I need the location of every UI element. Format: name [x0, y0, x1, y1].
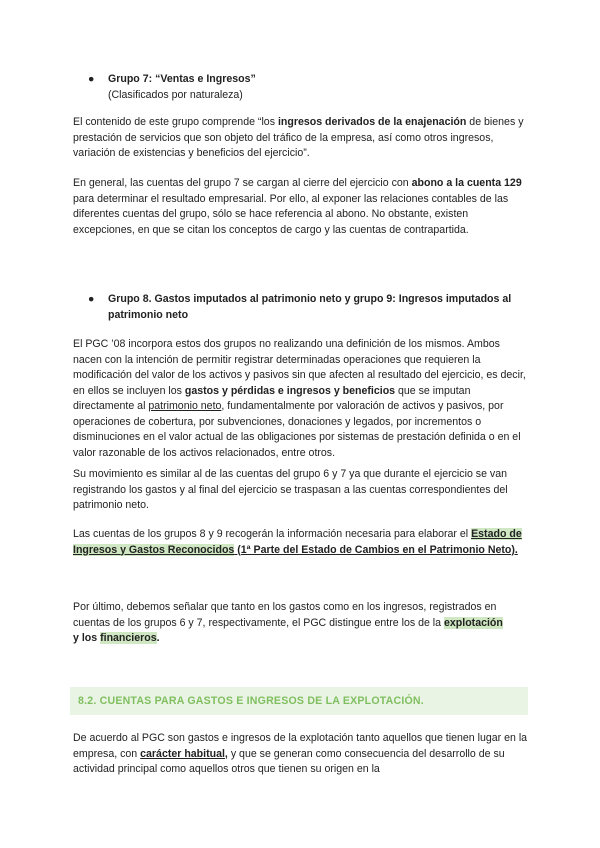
bullet-icon: ●: [88, 293, 95, 305]
grupo7-bullet-item: [88, 72, 528, 103]
paragraph-movimiento: Su movimiento es similar al de las cuentas del grupo 6 y 7 ya que durante el ejercicio se van registrando los gastos y al final del ejercicio se traspasan a las cuentas correspondientes del patrimonio neto.: [73, 468, 508, 511]
grupo8-bullet-item: [88, 292, 528, 323]
grupo7-title: Grupo 7: “Ventas e Ingresos”: [108, 73, 256, 85]
section-header: [70, 687, 528, 715]
paragraph-grupo7-cargo: En general, las cuentas del grupo 7 se cargan al cierre del ejercicio con abono a la cuenta 129 para determinar el resultado empresarial. Por ello, al exponer las relaciones contables de las diferentes cuentas del grupo, sólo se hace referencia al abono. No obstante, existen excepciones, en que se citan los conceptos de cargo y las cuentas de contrapartida.: [73, 177, 522, 236]
bullet-icon: ●: [88, 73, 95, 85]
paragraph-por-ultimo: Por último, debemos señalar que tanto en los gastos como en los ingresos, registrados en cuentas de los grupos 6 y 7, respectivamente, el PGC distingue entre los de la explotación y los financieros.: [73, 601, 503, 644]
section-title: 8.2. CUENTAS PARA GASTOS E INGRESOS DE LA EXPLOTACIÓN.: [78, 695, 424, 707]
grupo8-title: Grupo 8. Gastos imputados al patrimonio neto y grupo 9: Ingresos imputados al patrimonio neto: [108, 293, 512, 321]
paragraph-grupo7-contenido: El contenido de este grupo comprende “los ingresos derivados de la enajenación de bienes y prestación de servicios que son objeto del tráfico de la empresa, así como otros ingresos, variación de existencias y beneficios del ejercicio”.: [73, 116, 524, 159]
paragraph-pgc08: El PGC ’08 incorpora estos dos grupos no realizando una definición de los mismos. Ambos nacen con la intención de permitir registrar determinadas operaciones que requieren la modificación del valor de los activos y pasivos sin que afecten al resultado del ejercicio, es decir, en ellos se incluyen los gastos y pérdidas e ingresos y beneficios que se imputan directamente al patrimonio neto, fundamentalmente por valoración de activos y pasivos, por operaciones de cobertura, por subvenciones, donaciones y legados, por incrementos o disminuciones en el valor actual de las obligaciones por sistemas de prestación definida o en el valor razonable de los activos relacionados, entre otros.: [73, 338, 526, 459]
grupo7-subtitle: (Clasificados por naturaleza): [108, 88, 243, 101]
paragraph-de-acuerdo: De acuerdo al PGC son gastos e ingresos de la explotación tanto aquellos que tienen lugar en la empresa, con carácter habitual, y que se generan como consecuencia del desarrollo de su actividad principal como aquellos otros que tienen su origen en la: [73, 732, 528, 775]
paragraph-estado-ingresos: Las cuentas de los grupos 8 y 9 recogerán la información necesaria para elaborar el Estado de Ingresos y Gastos Reconocidos (1ª Parte del Estado de Cambios en el Patrimonio Neto).: [73, 528, 522, 556]
